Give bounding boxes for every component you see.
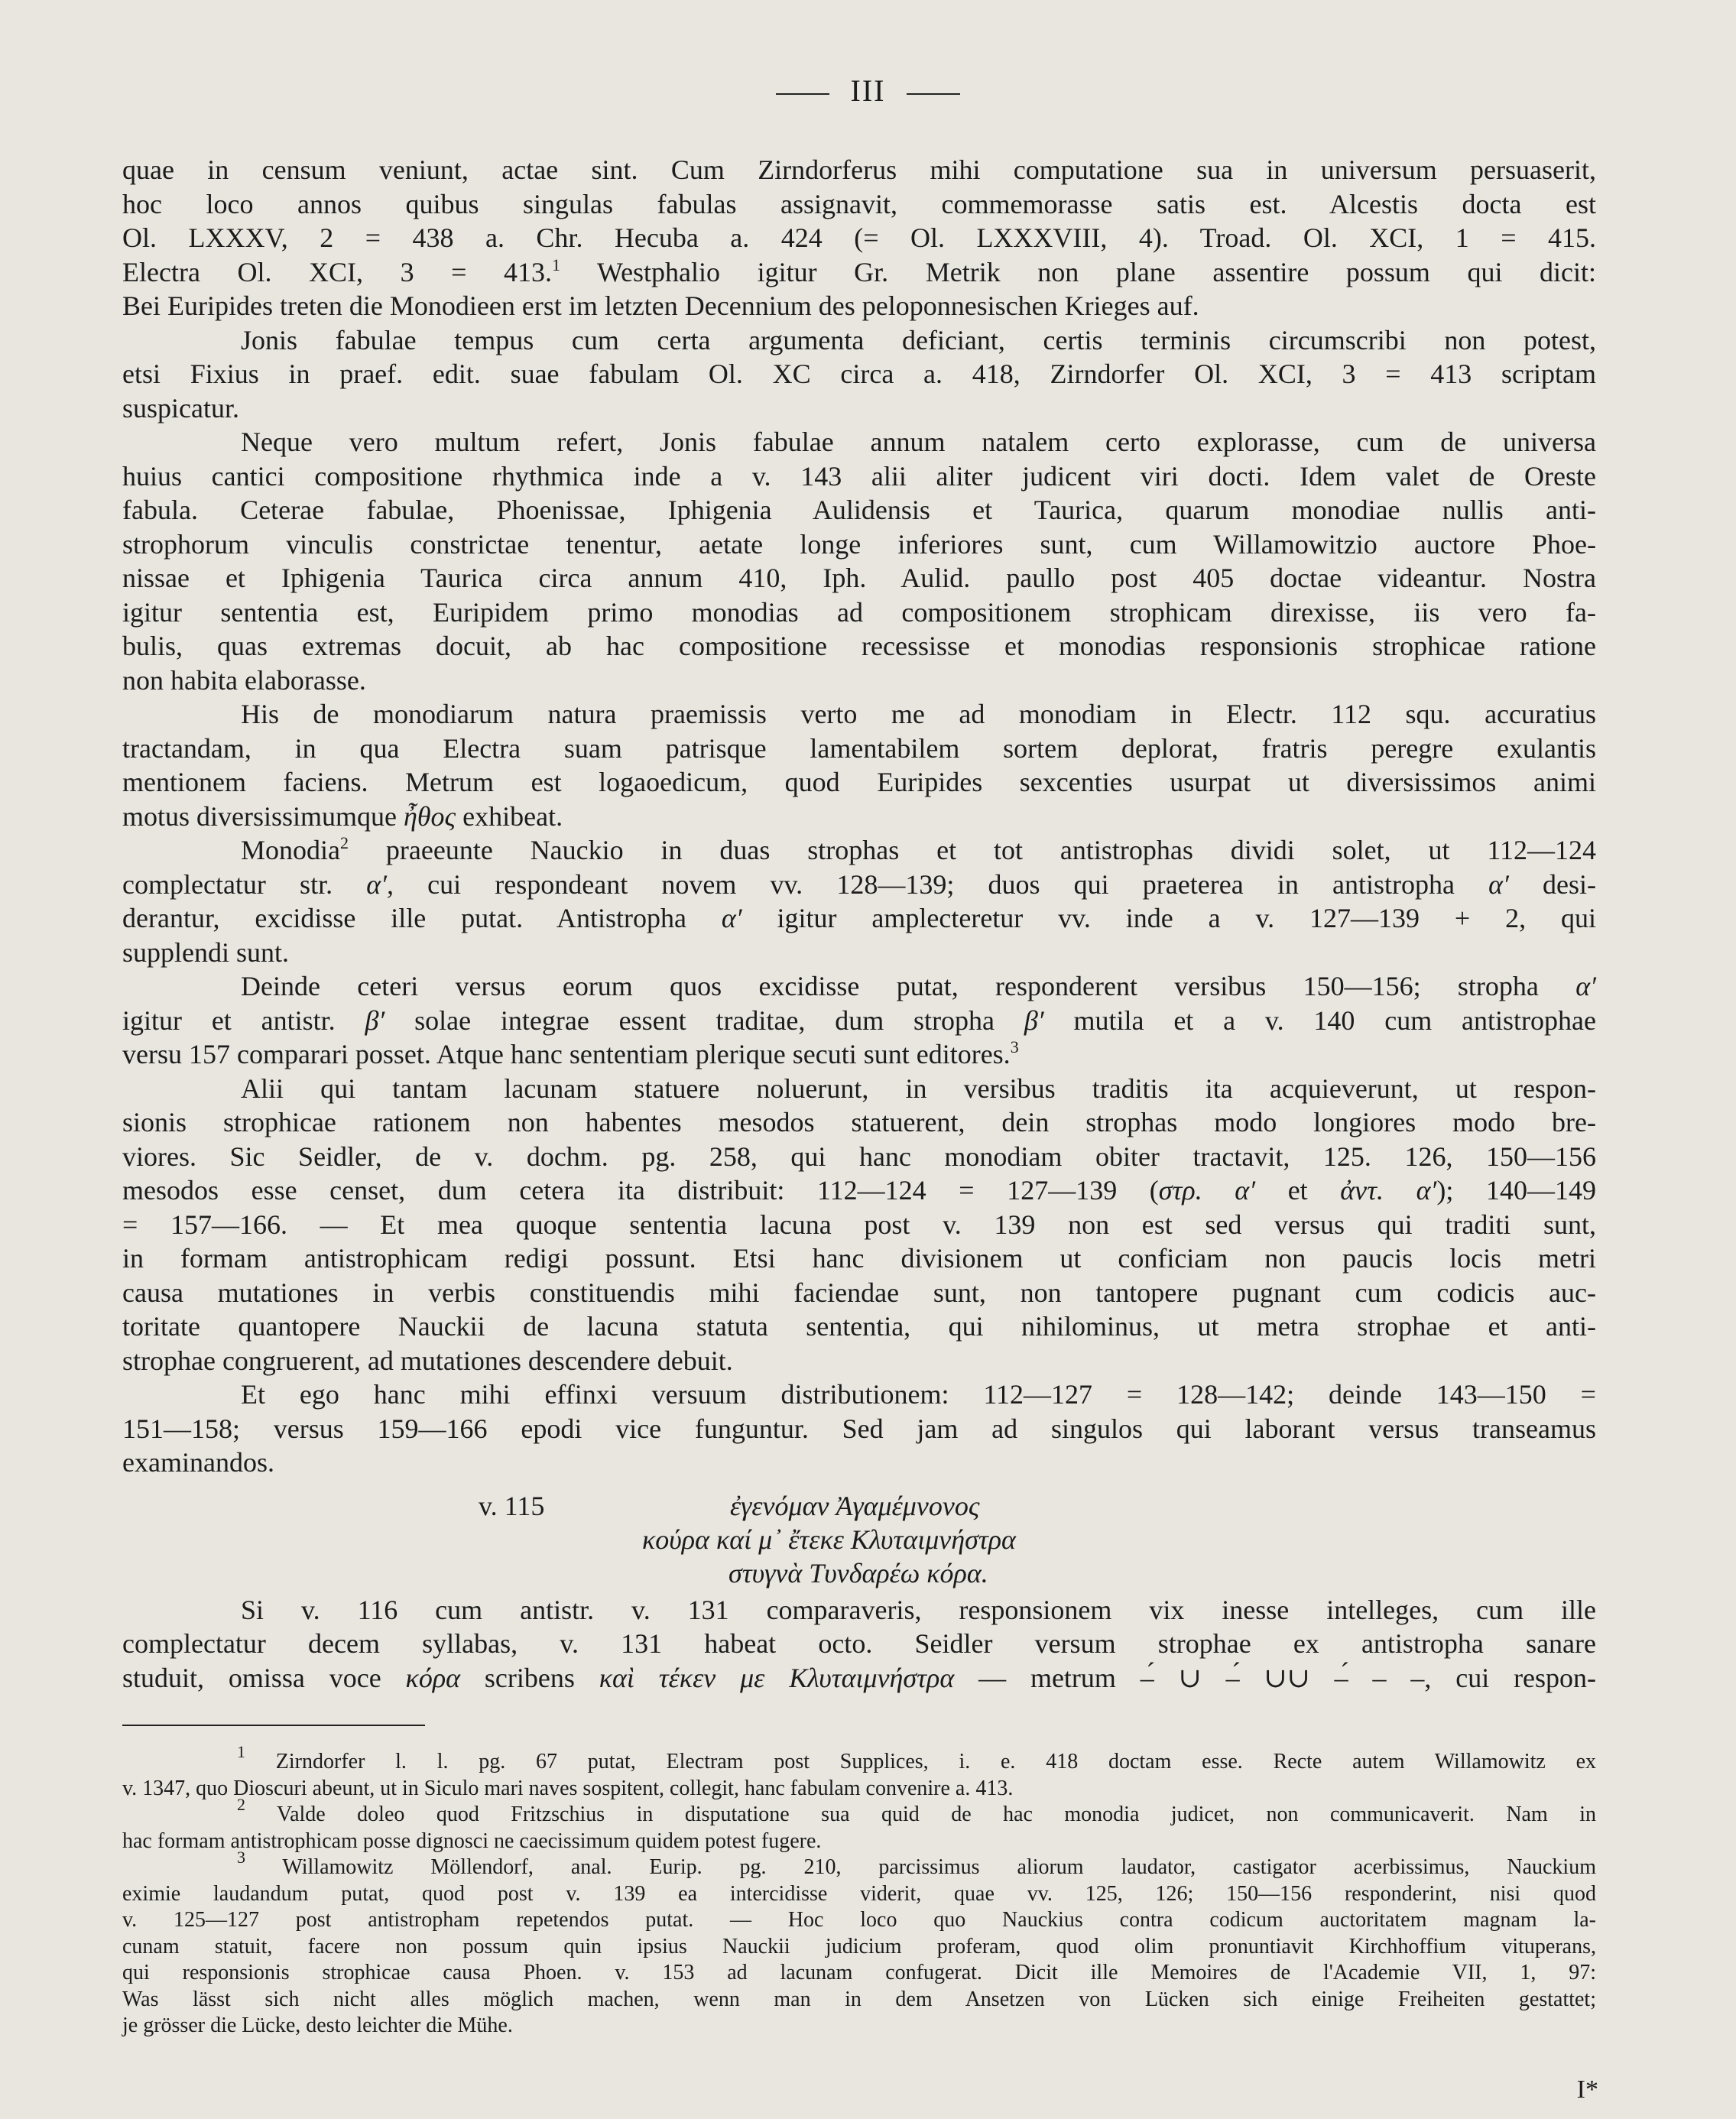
verse-line: στυγνὰ Τυνδαρέω κόρα. bbox=[728, 1557, 988, 1588]
text-line: causa mutationes in verbis constituendis mihi faciendae sunt, non tantopere pugnant cum codicis auc- bbox=[122, 1277, 1596, 1308]
footnote-line: $^2$ Valde doleo quod Fritzschius in disputatione sua quid de hac monodia judicet, non communicaverit. Nam in bbox=[237, 1795, 1596, 1826]
footnote-line: v. 125—127 post antistropham repetendos putat. — Hoc loco quo Nauckius contra codicum auctoritatem magnam la- bbox=[122, 1908, 1596, 1932]
text-line: tractandam, in qua Electra suam patrisque lamentabilem sortem deplorat, fratris peregre exulantis bbox=[122, 732, 1596, 764]
footnote-line: hac formam antistrophicam posse dignosci ne caecissimum quidem potest fugere. bbox=[122, 1829, 822, 1853]
verse-line: ἐγενόμαν Ἀγαμέμνονος bbox=[730, 1490, 980, 1521]
text-line: Ol. LXXXV, 2 = 438 a. Chr. Hecuba a. 424 (= Ol. LXXXVIII, 4). Troad. Ol. XCI, 1 = 415. bbox=[122, 222, 1596, 253]
paragraph-6 bbox=[122, 969, 1596, 1072]
page-number: III bbox=[850, 73, 886, 108]
text-line: Neque vero multum refert, Jonis fabulae annum natalem certo explorasse, cum de universa bbox=[241, 427, 1596, 457]
footnote-divider bbox=[122, 1725, 425, 1726]
text-line: His de monodiarum natura praemissis verto me ad monodiam in Electr. 112 squ. accuratius bbox=[241, 699, 1596, 729]
text-line: Bei Euripides treten die Monodieen erst im letzten Decennium des peloponnesischen Krieges auf. bbox=[122, 290, 1199, 321]
footnote-line: $^3$ Willamowitz Möllendorf, anal. Eurip. pg. 210, parcissimus aliorum laudator, castigator acerbissimus, Nauckium bbox=[237, 1848, 1596, 1879]
text-line: sionis strophicae rationem non habentes mesodos statuerent, dein strophas modo longiores modo bre- bbox=[122, 1107, 1596, 1137]
greek-word: ἦθος bbox=[404, 800, 456, 832]
text-line: Jonis fabulae tempus cum certa argumenta deficiant, certis terminis circumscribi non potest, bbox=[241, 324, 1596, 355]
footnote-ref-1[interactable]: 1 bbox=[552, 255, 561, 274]
paragraph-9 bbox=[122, 1593, 1596, 1696]
text-line: Et ego hanc mihi effinxi versuum distributionem: 112—127 = 128—142; deinde 143—150 = bbox=[241, 1379, 1596, 1410]
footnote-ref-3[interactable]: 3 bbox=[1010, 1037, 1019, 1056]
text-line: 151—158; versus 159—166 epodi vice funguntur. Sed jam ad singulos qui laborant versus transeamus bbox=[122, 1413, 1596, 1444]
signature-mark: I* bbox=[1576, 2075, 1598, 2104]
text-line: igitur et antistr. β′ solae integrae essent traditae, dum stropha β′ mutila et a v. 140 cum antistrophae bbox=[122, 1004, 1596, 1036]
footnotes bbox=[122, 1742, 1597, 2039]
text-line: bulis, quas extremas docuit, ab hac compositione recessisse et monodias responsionis strophicae ratione bbox=[122, 631, 1596, 661]
text-line: Alii qui tantam lacunam statuere noluerunt, in versibus traditis ita acquieverunt, ut respon- bbox=[241, 1072, 1596, 1104]
footnote-line: eximie laudandum putat, quod post v. 139 ea intercidisse viderit, quae vv. 125, 126; 150—156 responderint, nisi quod bbox=[122, 1881, 1596, 1906]
text-line: nissae et Iphigenia Taurica circa annum 410, Iph. Aulid. paullo post 405 doctae videantur. Nostra bbox=[122, 563, 1596, 593]
footnote-line: v. 1347, quo Dioscuri abeunt, ut in Siculo mari naves sospitent, collegit, hanc fabulam convenire a. 413. bbox=[122, 1776, 1014, 1800]
text-line: non habita elaborasse. bbox=[122, 664, 366, 696]
footnote-ref-2[interactable]: 2 bbox=[340, 833, 349, 852]
footnote-line: qui responsionis strophicae causa Phoen. v. 153 ad lacunam confugerat. Dicit ille Memoires de l'Academie VII, 1, 97: bbox=[122, 1961, 1596, 1984]
footnote-line: cunam statuit, facere non possum quin ipsius Nauckii judicium proferam, quod olim pronuntiavit Kirchhoffium vituperans, bbox=[122, 1934, 1596, 1958]
metrical-scheme: –́ ∪ –́ ∪∪ –́ – – bbox=[1140, 1662, 1425, 1693]
text-line: supplendi sunt. bbox=[122, 936, 290, 968]
text-line: Monodia$^2$ praeeunte Nauckio in duas strophas et tot antistrophas dividi solet, ut 112—124 bbox=[241, 833, 1597, 865]
text-line: Deinde ceteri versus eorum quos excidisse putat, responderent versibus 150—156; stropha α′ bbox=[241, 971, 1597, 1001]
footnote-line: je grösser die Lücke, desto leichter die Mühe. bbox=[122, 2014, 513, 2037]
paragraph-8 bbox=[122, 1378, 1596, 1480]
footnote-1 bbox=[122, 1742, 1597, 1802]
text-line: complectatur decem syllabas, v. 131 habeat octo. Seidler versum strophae ex antistropha sanare bbox=[122, 1628, 1596, 1659]
text-line: quae in censum veniunt, actae sint. Cum Zirndorferus mihi computatione sua in universum persuaserit, bbox=[122, 154, 1596, 185]
paragraph-1 bbox=[122, 153, 1596, 323]
text-line: huius cantici compositione rhythmica inde a v. 143 alii aliter judicent viri docti. Idem valet de Oreste bbox=[122, 460, 1596, 492]
paragraph-3 bbox=[122, 425, 1596, 697]
text-line: etsi Fixius in praef. edit. suae fabulam Ol. XC circa a. 418, Zirndorfer Ol. XCI, 3 = 413 scriptam bbox=[122, 359, 1596, 389]
header-rule-right bbox=[907, 93, 960, 95]
text-line: complectatur str. α′, cui respondeant novem vv. 128—139; duos qui praeterea in antistropha α′ desi- bbox=[122, 868, 1597, 900]
text-line: examinandos. bbox=[122, 1447, 274, 1478]
text-line: suspicatur. bbox=[122, 392, 239, 423]
header-rule-left bbox=[776, 93, 829, 95]
text-line: mentionem faciens. Metrum est logaoedicum, quod Euripides sexcenties usurpat ut diversissimos animi bbox=[122, 767, 1596, 797]
paragraph-4 bbox=[122, 697, 1596, 833]
text-line: Electra Ol. XCI, 3 = 413.$^1$ Westphalio igitur Gr. Metrik non plane assentire possum qui dicit: bbox=[122, 255, 1596, 287]
text-line: strophorum vinculis constrictae tenentur, aetate longe inferiores sunt, cum Willamowitzio auctore Phoe- bbox=[122, 528, 1596, 560]
text-line: mesodos esse censet, dum cetera ita distribuit: 112—124 = 127—139 (στρ. α′ et ἀντ. α′); 140—149 bbox=[122, 1175, 1597, 1206]
main-text bbox=[122, 153, 1596, 1695]
verse-line: κούρα καί μ᾽ ἔτεκε Κλυταιμνήστρα bbox=[642, 1524, 1016, 1555]
footnote-line: $^1$ Zirndorfer l. l. pg. 67 putat, Electram post Supplices, i. e. 418 doctam esse. Recte autem Willamowitz ex bbox=[237, 1742, 1597, 1773]
paragraph-2 bbox=[122, 323, 1596, 426]
footnote-2 bbox=[122, 1795, 1596, 1855]
page-header bbox=[0, 73, 1736, 109]
text-line: = 157—166. — Et mea quoque sententia lacuna post v. 139 non est sed versus qui traditi sunt, bbox=[122, 1209, 1596, 1240]
text-line: toritate quantopere Nauckii de lacuna statuta sententia, qui nihilominus, ut metra strophae et anti- bbox=[122, 1311, 1596, 1342]
footnote-line: Was lässt sich nicht alles möglich machen, wenn man in dem Ansetzen von Lücken sich einige Freiheiten gestattet; bbox=[122, 1987, 1596, 2011]
paragraph-5 bbox=[122, 833, 1596, 969]
text-line: fabula. Ceterae fabulae, Phoenissae, Iphigenia Aulidensis et Taurica, quarum monodiae nullis anti- bbox=[122, 495, 1596, 525]
text-line: hoc loco annos quibus singulas fabulas assignavit, commemorasse satis est. Alcestis docta est bbox=[122, 188, 1596, 219]
text-line: in formam antistrophicam redigi possunt. Etsi hanc divisionem ut conficiam non paucis locis metri bbox=[122, 1243, 1596, 1274]
text-line: viores. Sic Seidler, de v. dochm. pg. 258, qui hanc monodiam obiter tractavit, 125. 126, 150—156 bbox=[122, 1141, 1596, 1172]
paragraph-7 bbox=[122, 1072, 1596, 1378]
text-line: motus diversissimumque ἦθος exhibeat. bbox=[122, 800, 563, 832]
text-line: studuit, omissa voce κόρα scribens καὶ τέκεν με Κλυταιμνήστρα — metrum –́ ∪ –́ ∪∪ –́ – –, cui respon- bbox=[122, 1662, 1597, 1693]
text-line: versu 157 comparari posset. Atque hanc sententiam plerique secuti sunt editores.$^3$ bbox=[122, 1037, 1019, 1069]
verse-number: v. 115 bbox=[479, 1490, 545, 1521]
text-line: Si v. 116 cum antistr. v. 131 comparaveris, responsionem vix inesse intelleges, cum ille bbox=[241, 1594, 1596, 1625]
text-line: derantur, excidisse ille putat. Antistropha α′ igitur amplecteretur vv. inde a v. 127—139 + 2, qui bbox=[122, 903, 1596, 933]
text-line: strophae congruerent, ad mutationes descendere debuit. bbox=[122, 1345, 733, 1376]
verse-quotation bbox=[122, 1489, 1596, 1588]
text-line: igitur sententia est, Euripidem primo monodias ad compositionem strophicam direxisse, iis vero fa- bbox=[122, 596, 1596, 628]
footnote-3 bbox=[122, 1848, 1596, 2039]
